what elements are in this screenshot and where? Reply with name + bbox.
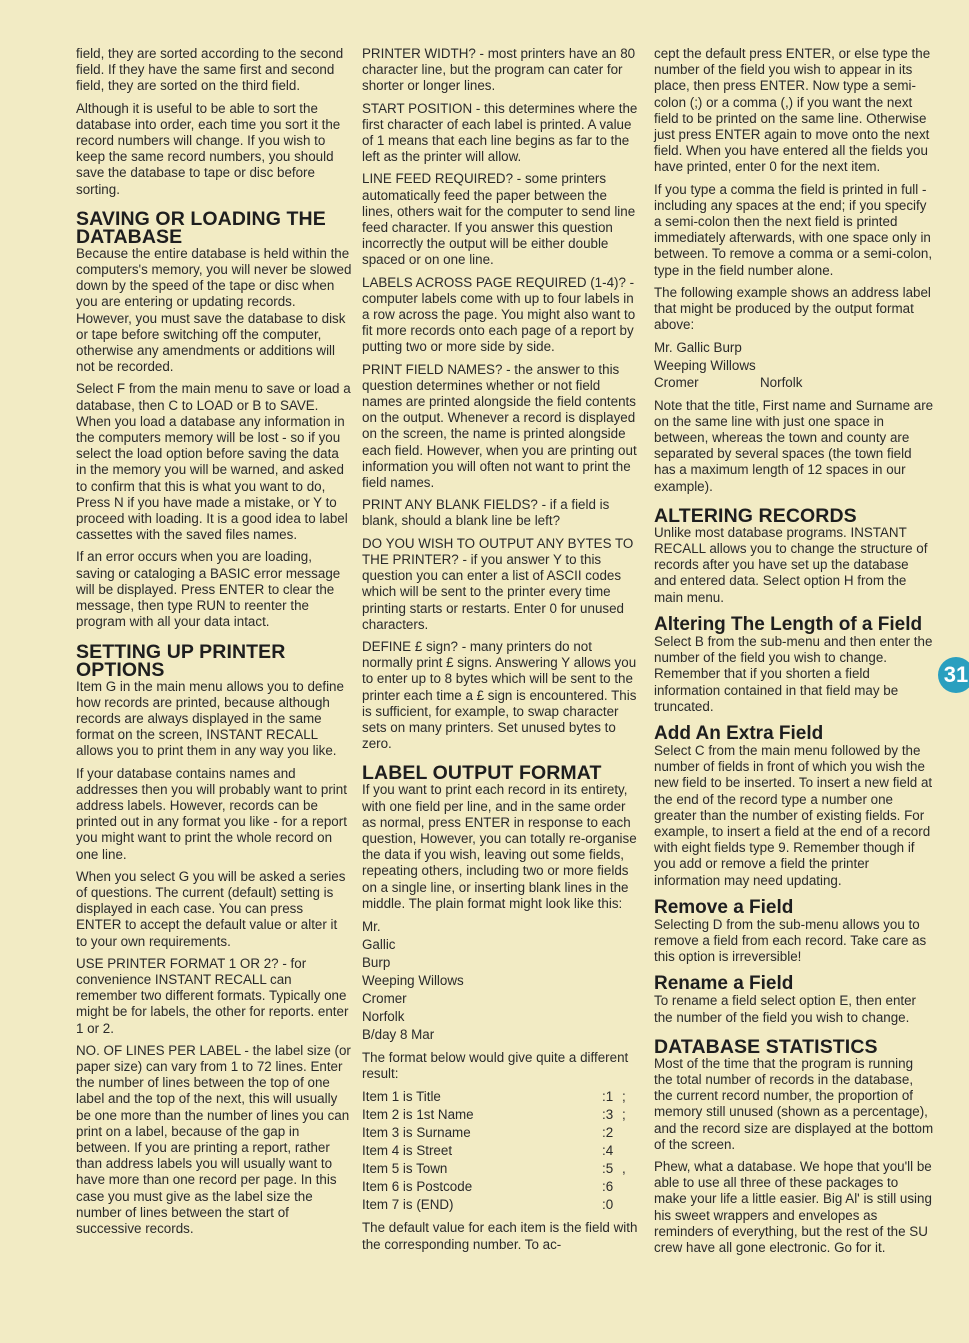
- format-item-row: [362, 1124, 640, 1142]
- item-separator: [622, 1124, 636, 1142]
- item-label: Item 3 is Surname: [362, 1125, 471, 1141]
- heading-printer-options: SETTING UP PRINTER OPTIONS: [76, 640, 286, 681]
- paragraph: The default value for each item is the field with the corresponding number. To ac-: [362, 1220, 638, 1252]
- paragraph: START POSITION - this determines where the first character of each label is printed. A value of 1 means that each line begins as far to the left as the printer will allow.: [362, 100, 638, 165]
- item-label: Item 6 is Postcode: [362, 1179, 473, 1195]
- item-number: :6: [602, 1179, 614, 1195]
- paragraph: If an error occurs when you are loading, saving or cataloging a BASIC error message will be displayed. Press ENTER to clear the message, then type RUN to reenter the program with all your data intact.: [76, 549, 341, 630]
- paragraph: field, they are sorted according to the second field. If they have the same first and second field, they are sorted on the third field.: [76, 46, 344, 94]
- format-item-row: [362, 1142, 640, 1160]
- paragraph: Selecting D from the sub-menu allows you to remove a field from each record. Take care as this option is irreversible!: [654, 916, 927, 965]
- paragraph: The following example shows an address label that might be produced by the output format above:: [654, 284, 931, 333]
- paragraph: Select B from the sub-menu and then enter the number of the field you wish to change. Remember that if you shorten a field information contained in that field may be truncated.: [654, 633, 933, 714]
- paragraph: DEFINE £ sign? - many printers do not normally print £ signs. Answering Y allows you to enter up to 8 bytes which will be sent to the printer each time a £ sign is encountered. This is sufficient, for example, to swap character sets on many printers. Set unused bytes to zero.: [362, 638, 637, 752]
- example-town: Cromer: [654, 375, 699, 391]
- heading-database-statistics: DATABASE STATISTICS: [654, 1035, 878, 1058]
- paragraph: Note that the title, First name and Surname are on the same line with just one space in between, whereas the town and county are separated by several spaces (the town field has a maximum length of 12 spaces in our example).: [654, 397, 934, 494]
- paragraph: If your database contains names and addresses then you will probably want to print address labels. However, records can be printed out in any format you like - for a report you might want to print the whole record on one line.: [76, 765, 347, 862]
- paragraph: LABELS ACROSS PAGE REQUIRED (1-4)? - computer labels come with up to four labels in a row across the page. You might also want to fit more records onto each page of a report by putting two or more side by side.: [362, 274, 636, 355]
- item-number: :5: [602, 1161, 614, 1177]
- paragraph: DO YOU WISH TO OUTPUT ANY BYTES TO THE PRINTER? - if you answer Y to this question you can enter a list of ASCII codes which will be sent to the printer every time printing starts or restarts. Enter 0 for unused characters.: [362, 535, 634, 632]
- item-separator: [622, 1196, 636, 1214]
- heading-altering-length: Altering The Length of a Field: [654, 613, 923, 635]
- format-items-table: [362, 1088, 640, 1214]
- item-number: :3: [602, 1107, 614, 1123]
- paragraph: Select F from the main menu to save or load a database, then C to LOAD or B to SAVE. When you load a database any information in the computers memory will be lost - so if you select the load option before saving the data in the memory you will be warned, and asked to confirm that this is what you want to do, Press N if you have made a mistake, or Y to proceed with loading. It is a good idea to label cassettes with the saved files names.: [76, 381, 351, 543]
- paragraph: NO. OF LINES PER LABEL - the label size (or paper size) can vary from 1 to 72 lines. Enter the number of lines between the top of one label and the top of the next, this will usually be one more than the number of lines you can print on a label, because of the gap in between. If you are printing a report, rather than address labels you will usually want to have more than one record per page. In this case you must give as the label size the number of lines between the start of successive records.: [76, 1042, 351, 1236]
- item-number: :2: [602, 1125, 614, 1141]
- item-separator: ,: [622, 1161, 626, 1177]
- item-label: Item 7 is (END): [362, 1197, 454, 1213]
- column-2: [362, 46, 640, 1259]
- paragraph: If you type a comma the field is printed in full - including any spaces at the end; if you specify a semi-colon then the next field is printed immediately afterwards, with one space only in between. To remove a comma or a semi-colon, type in the field number alone.: [654, 181, 933, 278]
- heading-rename-field: Rename a Field: [654, 973, 794, 995]
- heading-add-extra-field: Add An Extra Field: [654, 722, 824, 744]
- format-item-row: [362, 1160, 640, 1178]
- item-separator: [622, 1178, 636, 1196]
- example-line: [654, 375, 934, 391]
- column-1: [76, 46, 352, 1243]
- heading-label-output-format: LABEL OUTPUT FORMAT: [362, 762, 602, 785]
- heading-altering-records: ALTERING RECORDS: [654, 504, 857, 527]
- example-line: B/day 8 Mar: [362, 1026, 435, 1042]
- item-label: Item 4 is Street: [362, 1143, 453, 1159]
- item-number: :0: [602, 1197, 614, 1213]
- paragraph: To rename a field select option E, then enter the number of the field you wish to change.: [654, 993, 917, 1025]
- paragraph: cept the default press ENTER, or else type the number of the field you wish to appear in its place, then press ENTER. Now type a semi-colon (;) or a comma (,) if you want the next field to be printed on the same line. Otherwise just press ENTER again to move onto the next field. When you have entered all the fields you have printed, enter 0 for the next item.: [654, 46, 931, 175]
- heading-remove-field: Remove a Field: [654, 896, 794, 918]
- paragraph: Phew, what a database. We hope that you'll be able to use all three of these packages to make your life a little easier. Big Al' is still using his sweet wrappers and envelopes as reminders of everything, but the rest of the SU crew have all gone electronic. Go for it.: [654, 1158, 932, 1255]
- format-item-row: [362, 1196, 640, 1214]
- column-3: [654, 46, 934, 1262]
- item-label: Item 5 is Town: [362, 1161, 448, 1177]
- paragraph: Although it is useful to be able to sort the database into order, each time you sort it the record numbers will change. If you wish to keep the same record numbers, you should save the database to tape or disc before sorting.: [76, 100, 341, 197]
- plain-format-example: [362, 918, 640, 1044]
- item-separator: [622, 1142, 636, 1160]
- paragraph: USE PRINTER FORMAT 1 OR 2? - for convenience INSTANT RECALL can remember two different formats. Typically one might be for labels, the other for reports. enter 1 or 2.: [76, 955, 349, 1036]
- paragraph: Unlike most database programs. INSTANT RECALL allows you to change the structure of records after you have set up the database and entered data. Select option H from the main menu.: [654, 524, 928, 605]
- example-line: Cromer: [362, 990, 407, 1006]
- paragraph: Most of the time that the program is running the total number of records in the database, the current record number, the proportion of memory still unused (shown as a percentage), and the record size are displayed at the bottom of the screen.: [654, 1055, 934, 1152]
- paragraph: Item G in the main menu allows you to define how records are printed, because although records are always displayed in the same format on the screen, INSTANT RECALL allows you to print them in any way you like.: [76, 678, 344, 759]
- example-line: Norfolk: [362, 1008, 405, 1024]
- paragraph: PRINT FIELD NAMES? - the answer to this question determines whether or not field names are printed alongside the field contents on the output. Whenever a record is displayed on the screen, the name is printed alongside each field. However, when you are printing out information you will often not want to print the field names.: [362, 361, 637, 491]
- paragraph: PRINT ANY BLANK FIELDS? - if a field is blank, should a blank line be left?: [362, 497, 610, 529]
- heading-saving-loading: SAVING OR LOADING THE DATABASE: [76, 207, 326, 248]
- example-county: Norfolk: [760, 375, 803, 391]
- paragraph: If you want to print each record in its entirety, with one field per line, and in the same order as normal, press ENTER in response to each question, However, you can totally re-organise the data if you wish, leaving out some fields, repeating others, including two or more fields on a single line, or inserting blank lines in the middle. The plain format might look like this:: [362, 782, 637, 911]
- paragraph: LINE FEED REQUIRED? - some printers automatically feed the paper between the lines, others wait for the computer to send line feed character. If you answer this question incorrectly the output will be either double spaced or on one line.: [362, 171, 636, 268]
- format-item-row: [362, 1106, 640, 1124]
- example-line: Weeping Willows: [362, 972, 464, 988]
- address-label-example: [654, 339, 934, 391]
- item-label: Item 2 is 1st Name: [362, 1107, 474, 1123]
- format-item-row: [362, 1178, 640, 1196]
- item-separator: ;: [622, 1107, 626, 1123]
- paragraph: When you select G you will be asked a series of questions. The current (default) setting is displayed in each case. You can press ENTER to accept the default value or alter it to your own requirements.: [76, 868, 346, 949]
- example-line: Mr.: [362, 918, 381, 934]
- item-separator: ;: [622, 1089, 626, 1105]
- example-line: Burp: [362, 954, 391, 970]
- paragraph: The format below would give quite a different result:: [362, 1049, 629, 1082]
- paragraph: PRINTER WIDTH? - most printers have an 80 character line, but the program can cater for shorter or longer lines.: [362, 46, 636, 94]
- item-number: :1: [602, 1089, 614, 1105]
- paragraph: Because the entire database is held within the computers's memory, you will never be slowed down by the speed of the tape or disc when you are entering or updating records. However, you must save the database to disk or tape before switching off the computer, otherwise any amendments or additions will not be recorded.: [76, 245, 352, 375]
- item-label: Item 1 is Title: [362, 1089, 441, 1105]
- example-line: Weeping Willows: [654, 358, 756, 374]
- page-number-badge: 31: [938, 657, 969, 693]
- example-line: Gallic: [362, 936, 396, 952]
- item-number: :4: [602, 1143, 614, 1159]
- format-item-row: [362, 1088, 640, 1106]
- example-line: Mr. Gallic Burp: [654, 340, 742, 356]
- paragraph: Select C from the main menu followed by the number of fields in front of which you wish the new field to be inserted. To insert a new field at the end of the record type a number one greater than the number of existing fields. For example, to insert a field at the end of a record with eight fields type 9. Remember though if you add or remove a field the printer information may need updating.: [654, 742, 933, 888]
